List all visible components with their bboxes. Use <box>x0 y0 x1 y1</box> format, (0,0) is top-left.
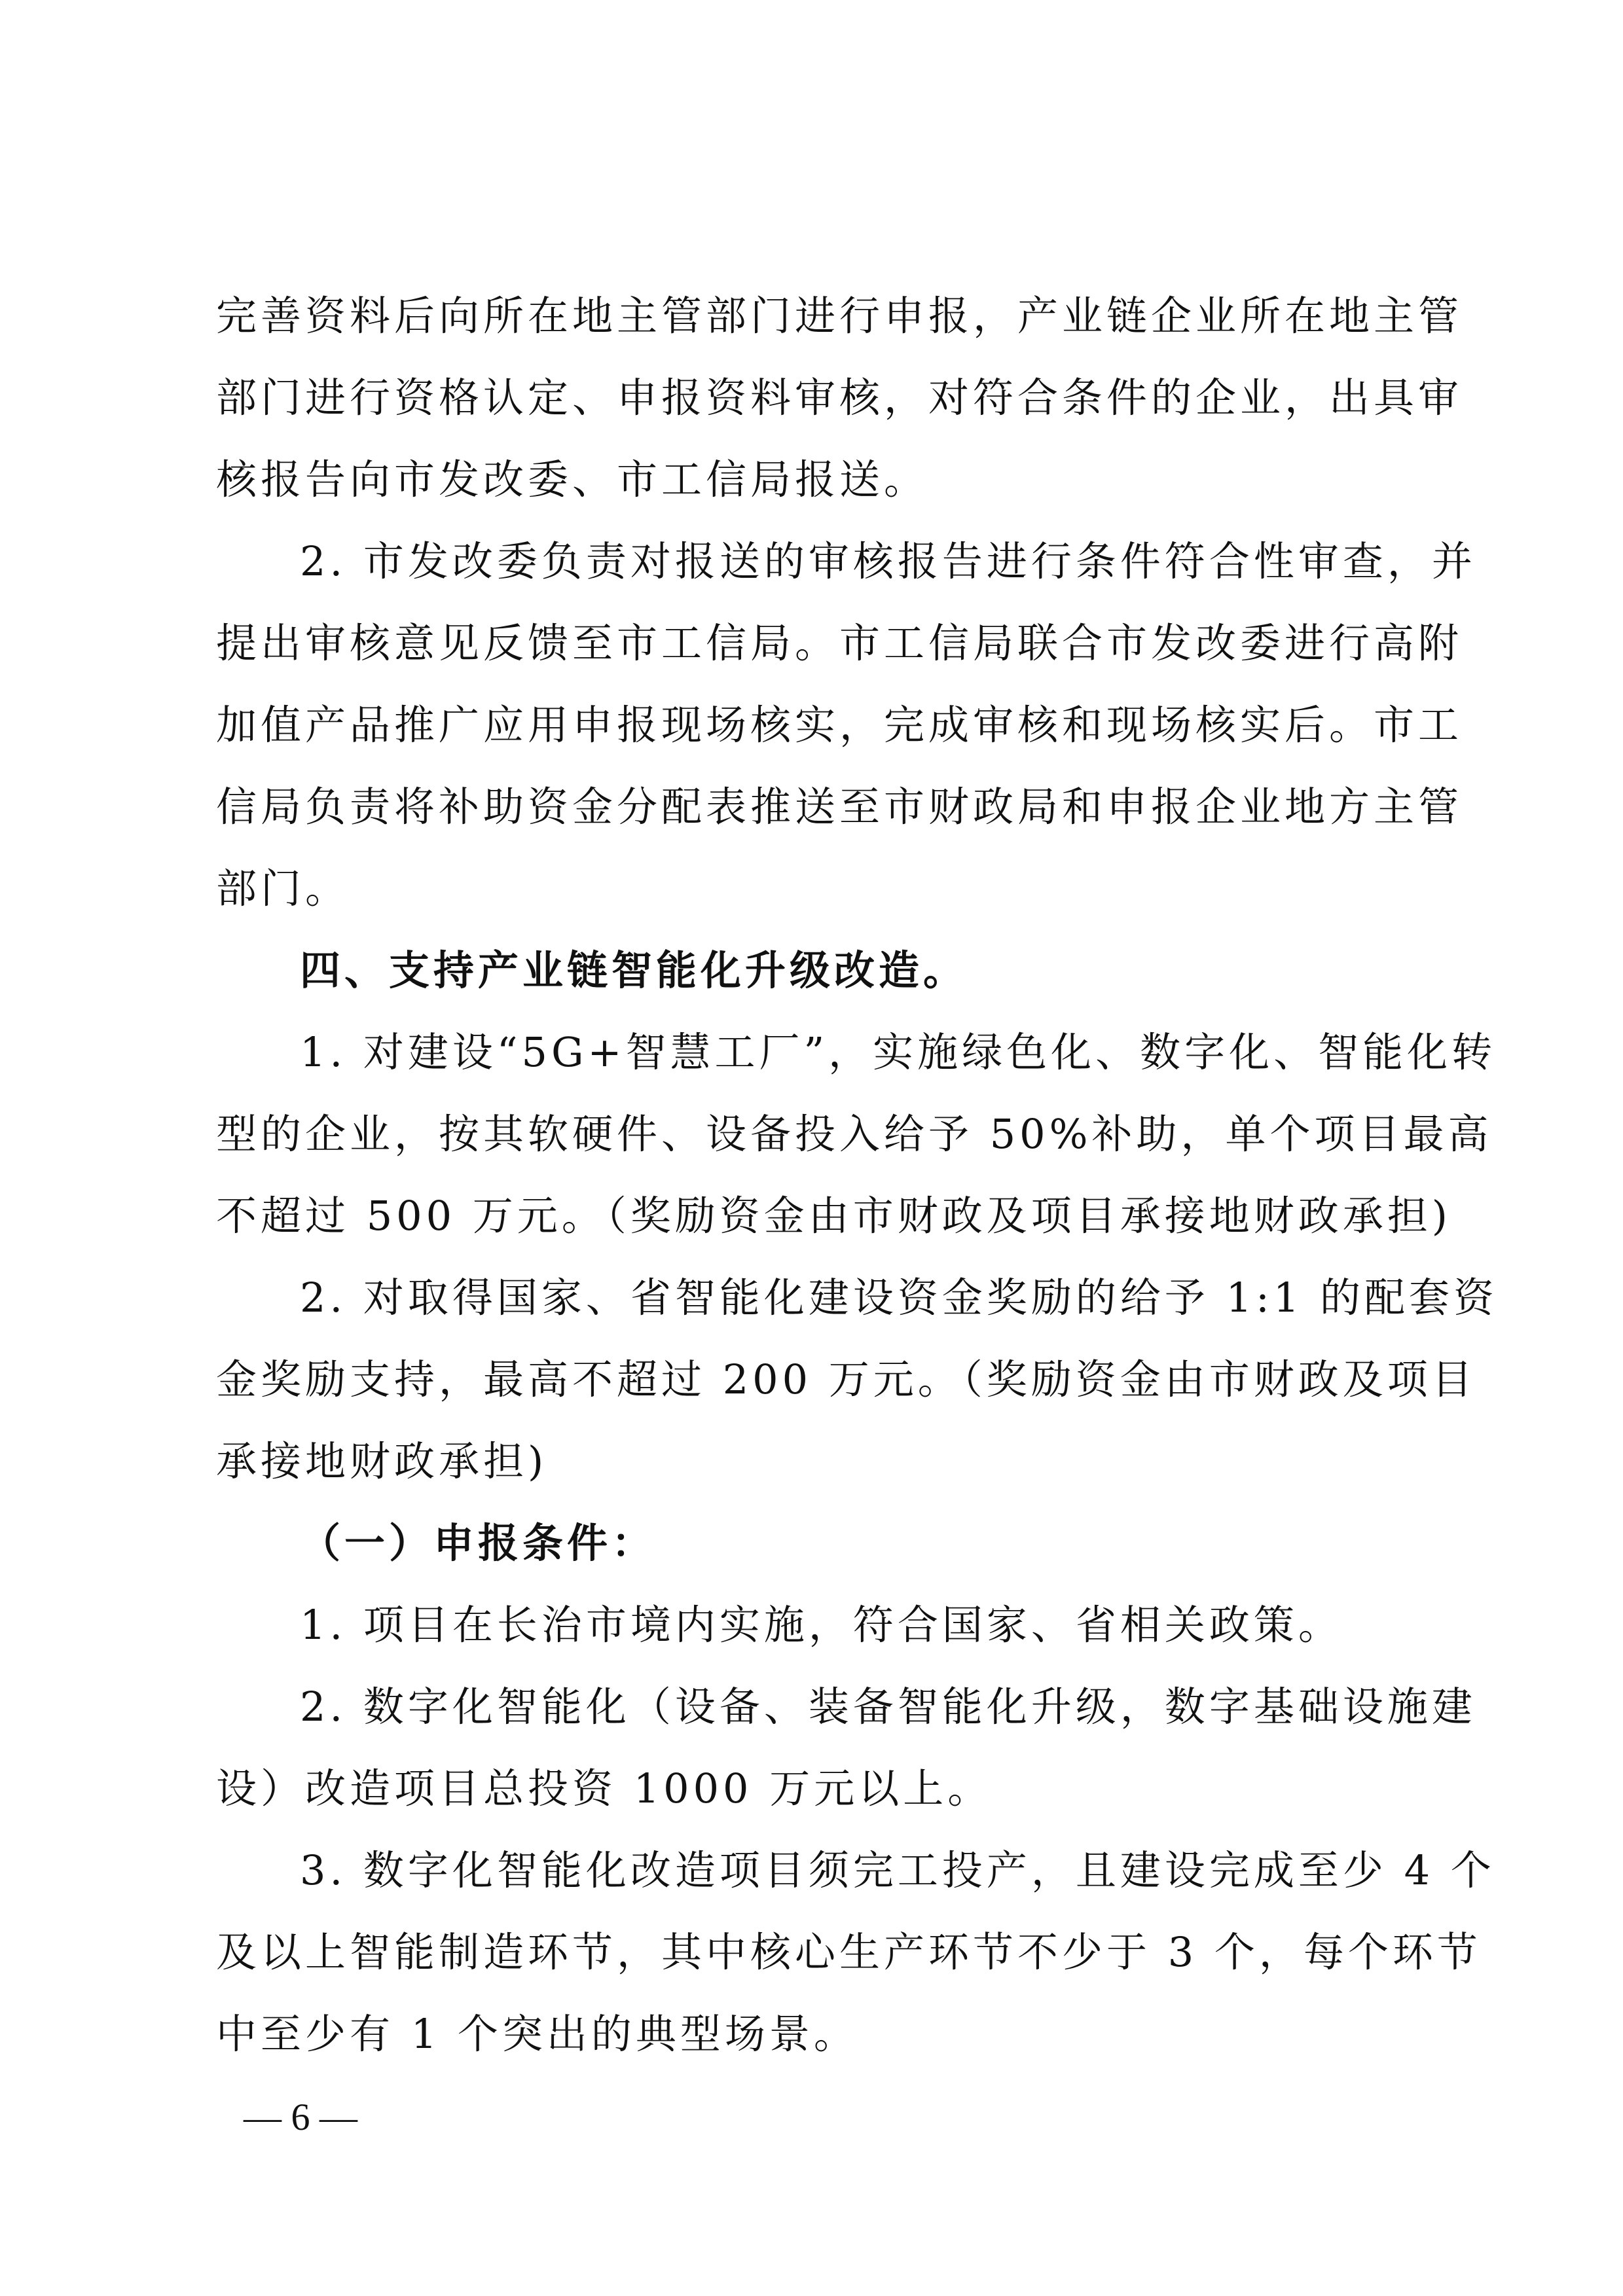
paragraph-line: 及以上智能制造环节，其中核心生产环节不少于 3 个，每个环节 <box>216 1928 1482 1976</box>
paragraph-line: 部门。 <box>216 865 350 912</box>
subsection-heading: （一）申报条件： <box>300 1519 657 1567</box>
paragraph-line: 型的企业，按其软硬件、设备投入给予 50%补助，单个项目最高 <box>216 1110 1493 1158</box>
paragraph-line: 2. 数字化智能化（设备、装备智能化升级，数字基础设施建 <box>300 1683 1476 1731</box>
paragraph-line: 部门进行资格认定、申报资料审核，对符合条件的企业，出具审 <box>216 374 1463 422</box>
paragraph-line: 提出审核意见反馈至市工信局。市工信局联合市发改委进行高附 <box>216 619 1463 667</box>
paragraph-line: 金奖励支持，最高不超过 200 万元。（奖励资金由市财政及项目 <box>216 1355 1476 1403</box>
page-number: — 6 — <box>244 2096 357 2138</box>
paragraph-line: 1. 对建设“5G+智慧工厂”，实施绿色化、数字化、智能化转 <box>300 1028 1497 1076</box>
paragraph-line: 信局负责将补助资金分配表推送至市财政局和申报企业地方主管 <box>216 783 1463 831</box>
paragraph-line: 完善资料后向所在地主管部门进行申报，产业链企业所在地主管 <box>216 292 1463 340</box>
paragraph-line: 不超过 500 万元。（奖励资金由市财政及项目承接地财政承担) <box>216 1192 1451 1240</box>
paragraph-line: 3. 数字化智能化改造项目须完工投产，且建设完成至少 4 个 <box>300 1846 1495 1894</box>
paragraph-line: 2. 市发改委负责对报送的审核报告进行条件符合性审查，并 <box>300 537 1476 585</box>
paragraph-line: 2. 对取得国家、省智能化建设资金奖励的给予 1:1 的配套资 <box>300 1274 1499 1321</box>
paragraph-line: 中至少有 1 个突出的典型场景。 <box>216 2010 858 2058</box>
paragraph-line: 承接地财政承担) <box>216 1437 548 1485</box>
paragraph-line: 设）改造项目总投资 1000 万元以上。 <box>216 1765 993 1812</box>
paragraph-line: 核报告向市发改委、市工信局报送。 <box>216 456 929 503</box>
paragraph-line: 加值产品推广应用申报现场核实，完成审核和现场核实后。市工 <box>216 701 1463 749</box>
paragraph-line: 1. 项目在长治市境内实施，符合国家、省相关政策。 <box>300 1601 1343 1649</box>
section-heading: 四、支持产业链智能化升级改造。 <box>300 946 968 994</box>
